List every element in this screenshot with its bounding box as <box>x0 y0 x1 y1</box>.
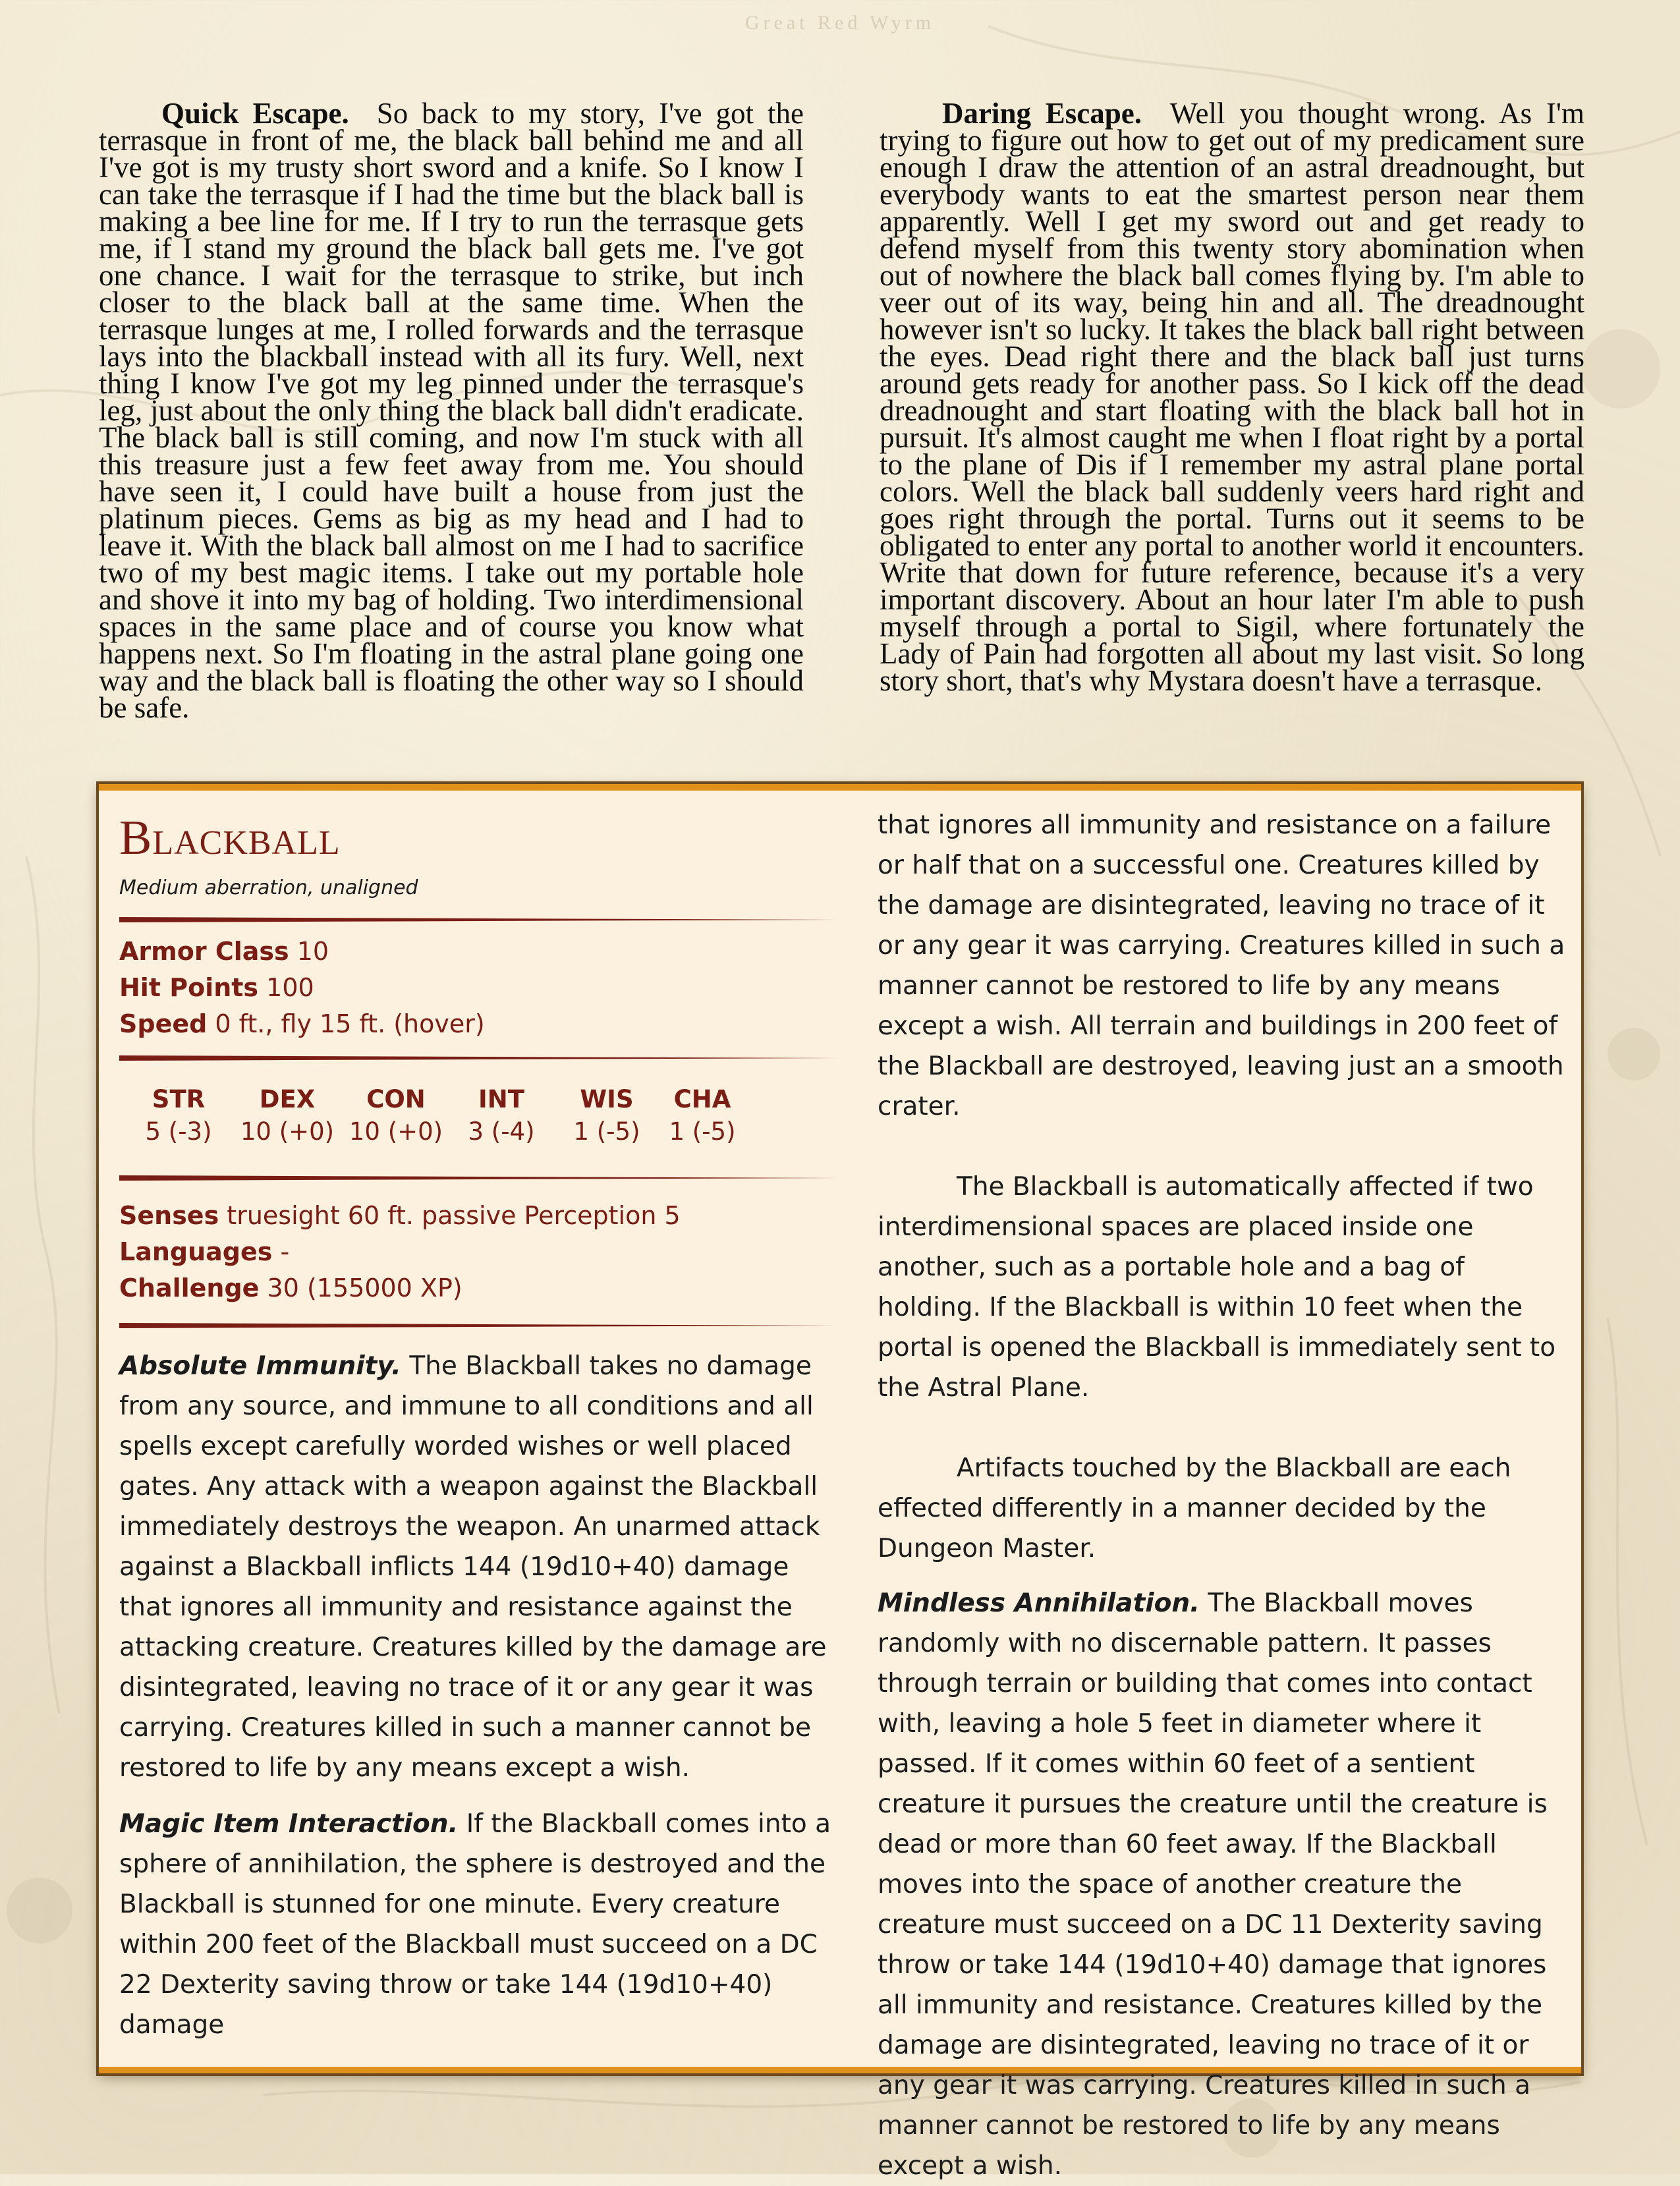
hit-points-label: Hit Points <box>119 973 259 1002</box>
trait-continued: that ignores all immunity and resistance on a failure or half that on a successful one. Creatures killed by the damage are disintegrated, leaving no trace of it or any gear it was carrying. Creatures killed in such a manner cannot be restored to life by any means except a wish. All terrain and buildings in 200 feet of the Blackball are destroyed, leaving just an a smooth crater. <box>878 810 1565 1121</box>
hit-points-value: 100 <box>266 973 314 1002</box>
traits-right <box>878 805 1576 2186</box>
narrative-paragraph <box>880 97 1585 697</box>
ability-name: CON <box>366 1085 426 1113</box>
ability-value: 1 (-5) <box>669 1117 736 1146</box>
ability-value: 1 (-5) <box>573 1117 640 1146</box>
narrative-heading: Daring Escape. <box>942 97 1142 130</box>
hit-points-row <box>119 973 314 1002</box>
senses-label: Senses <box>119 1201 219 1230</box>
trait-absolute-immunity <box>119 1346 839 1788</box>
ability-con <box>347 1084 445 1148</box>
divider <box>119 916 839 924</box>
languages-row <box>119 1237 289 1266</box>
armor-class-row <box>119 937 329 966</box>
trait-name: Mindless Annihilation. <box>878 1588 1200 1618</box>
armor-class-label: Armor Class <box>119 937 289 966</box>
trait-name: Magic Item Interaction. <box>119 1809 459 1839</box>
watermark-text: Great Red Wyrm <box>744 12 936 34</box>
challenge-row <box>119 1274 462 1303</box>
monster-type: Medium aberration, unaligned <box>119 876 418 899</box>
divider <box>119 1174 839 1182</box>
traits-left <box>119 1346 839 2045</box>
ability-name: DEX <box>259 1085 316 1113</box>
ability-value: 10 (+0) <box>240 1117 335 1146</box>
narrative-paragraph <box>99 97 804 724</box>
ability-int <box>452 1084 551 1148</box>
ability-name: WIS <box>580 1085 634 1113</box>
ability-str <box>129 1084 228 1148</box>
narrative-heading: Quick Escape. <box>161 97 349 130</box>
divider <box>119 1054 839 1062</box>
languages-value: - <box>280 1237 290 1266</box>
armor-class-value: 10 <box>296 937 329 966</box>
narrative-text: So back to my story, I've got the terrasque in front of me, the black ball behind me and all I've got is my trusty short sword and a knife. So I know I can take the terrasque if I had the time but the black ball is making a bee line for me. If I try to run the terrasque gets me, if I stand my ground the black ball gets me. I've got one chance. I wait for the terrasque to strike, but inch closer to the black ball at the same time. When the terrasque lunges at me, I rolled forwards and the terrasque lays into the blackball instead with all its fury. Well, next thing I know I've got my leg pinned under the terrasque's leg, just about the only thing the black ball didn't eradicate. The black ball is still coming, and now I'm stuck with all this treasure just a few feet away from me. You should have seen it, I could have built a house from just the platinum pieces. Gems as big as my head and I had to leave it. With the black ball almost on me I had to sacrifice two of my best magic items. I take out my portable hole and shove it into my bag of holding. Two interdimensional spaces in the same place and of course you know what happens next. So I'm floating in the astral plane going one way and the black ball is floating the other way so I should be safe. <box>99 97 804 724</box>
languages-label: Languages <box>119 1237 273 1266</box>
trait-name: Absolute Immunity. <box>119 1351 401 1381</box>
ability-value: 10 (+0) <box>349 1117 443 1146</box>
ability-value: 5 (-3) <box>145 1117 212 1146</box>
trait-text: If the Blackball comes into a sphere of annihilation, the sphere is destroyed and the Blackball is stunned for one minute. Every creature within 200 feet of the Blackball must succeed on a DC 22 Dexterity saving throw or take 144 (19d10+40) damage <box>119 1809 831 2040</box>
ability-name: STR <box>152 1085 206 1113</box>
trait-text: The Blackball moves randomly with no discernable pattern. It passes through terrain or building that comes into contact with, leaving a hole 5 feet in diameter where it passed. If it comes within 60 feet of a sentient creature it pursues the creature until the creature is dead or more than 60 feet away. If the Blackball moves into the space of another creature the creature must succeed on a DC 11 Dexterity saving throw or take 144 (19d10+40) damage that ignores all immunity and resistance. Creatures killed by the damage are disintegrated, leaving no trace of it or any gear it was carrying. Creatures killed in such a manner cannot be restored to life by any means except a wish. <box>878 1588 1548 2181</box>
challenge-label: Challenge <box>119 1274 260 1303</box>
trait-magic-item-interaction <box>119 1804 839 2045</box>
challenge-value: 30 (155000 XP) <box>267 1274 462 1303</box>
narrative-text: Well you thought wrong. As I'm trying to figure out how to get out of my predicament sure enough I draw the attention of an astral dreadnought, but everybody wants to eat the smartest person near them apparently. Well I get my sword out and get ready to defend myself from this twenty story abomination when out of nowhere the black ball comes flying by. I'm able to veer out of its way, being hin and all. The dreadnought however isn't so lucky. It takes the black ball right between the eyes. Dead right there and the black ball just turns around gets ready for another pass. So I kick off the dead dreadnought and start floating with the black ball hot in pursuit. It's almost caught me when I float right by a portal to the plane of Dis if I remember my astral plane portal colors. Well the black ball suddenly veers hard right and goes right through the portal. Turns out it seems to be obligated to enter any portal to another world it encounters. Write that down for future reference, because it's a very important discovery. About an hour later I'm able to push myself through a portal to Sigil, where fortunately the Lady of Pain had forgotten all about my last visit. So long story short, that's why Mystara doesn't have a terrasque. <box>880 97 1585 697</box>
divider <box>119 1322 839 1330</box>
senses-row <box>119 1201 681 1230</box>
ability-value: 3 (-4) <box>468 1117 535 1146</box>
ability-scores <box>119 1084 839 1156</box>
narrative-column-right <box>880 97 1585 697</box>
ability-wis <box>557 1084 656 1148</box>
ability-dex <box>238 1084 337 1148</box>
trait-mindless-annihilation <box>878 1583 1576 2186</box>
senses-value: truesight 60 ft. passive Perception 5 <box>227 1201 681 1230</box>
ability-cha <box>653 1084 752 1148</box>
monster-name: Blackball <box>119 811 341 865</box>
speed-row <box>119 1009 485 1038</box>
stat-block <box>99 784 1581 2181</box>
ability-name: INT <box>478 1085 524 1113</box>
trait-artifacts: Artifacts touched by the Blackball are each effected differently in a manner decided by the Dungeon Master. <box>878 1453 1511 1563</box>
trait-interdimensional: The Blackball is automatically affected if two interdimensional spaces are placed inside one another, such as a portable hole and a bag of holding. If the Blackball is within 10 feet when the portal is opened the Blackball is immediately sent to the Astral Plane. <box>878 1172 1556 1403</box>
ability-name: CHA <box>673 1085 731 1113</box>
speed-label: Speed <box>119 1009 208 1038</box>
narrative-column-left <box>99 97 804 724</box>
speed-value: 0 ft., fly 15 ft. (hover) <box>215 1009 485 1038</box>
trait-text: The Blackball takes no damage from any source, and immune to all conditions and all spells except carefully worded wishes or well placed gates. Any attack with a weapon against the Blackball immediately destroys the weapon. An unarmed attack against a Blackball inflicts 144 (19d10+40) damage that ignores all immunity and resistance against the attacking creature. Creatures killed by the damage are disintegrated, leaving no trace of it or any gear it was carrying. Creatures killed in such a manner cannot be restored to life by any means except a wish. <box>119 1351 827 1783</box>
